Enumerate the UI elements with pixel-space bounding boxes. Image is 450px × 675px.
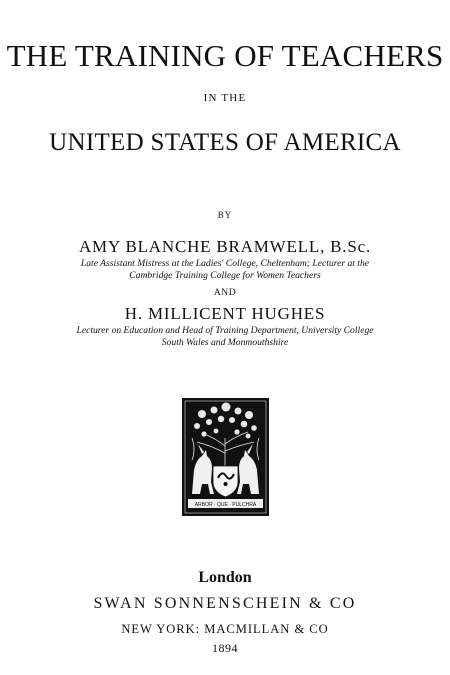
imprint-publisher: SWAN SONNENSCHEIN & CO [93,595,357,612]
author-name-1: AMY BLANCHE BRAMWELL, B.Sc. [78,237,372,256]
author-description-2-line-2: South Wales and Monmouthshire [161,337,289,348]
author-description-1-line-1: Late Assistant Mistress at the Ladies' College, Cheltenham; Lecturer at the [80,258,370,269]
publisher-device-icon [182,398,269,516]
book-subtitle: UNITED STATES OF AMERICA [49,129,401,156]
imprint-year: 1894 [212,641,238,655]
author-name-2: H. MILLICENT HUGHES [124,304,326,323]
imprint-city: London [198,569,252,586]
author-description-2-line-1: Lecturer on Education and Head of Training Department, University College [76,325,374,336]
author-description-1-line-2: Cambridge Training College for Women Teachers [129,270,321,281]
title-connector: IN THE [203,92,247,104]
byline-by: BY [217,210,233,220]
book-title: THE TRAINING OF TEACHERS [6,38,444,73]
imprint-co-publisher: NEW YORK: MACMILLAN & CO [121,622,329,636]
emblem-motto: ARBOR · QUE · PULCHRA [194,502,257,508]
byline-and: AND [213,287,237,298]
